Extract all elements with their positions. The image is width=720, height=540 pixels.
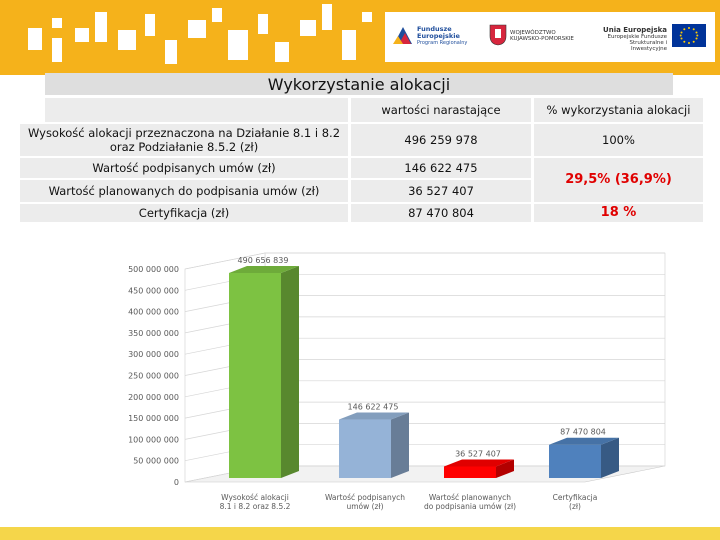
table-row-pct: 100%: [534, 124, 703, 156]
y-tick-label: 150 000 000: [128, 414, 179, 424]
y-tick-label: 350 000 000: [128, 328, 179, 338]
table-row-value: 496 259 978: [351, 124, 531, 156]
bar-side: [601, 438, 619, 478]
data-label: 490 656 839: [237, 255, 289, 265]
bar: [229, 273, 281, 478]
table-row-label: Wysokość alokacji przeznaczona na Działanie 8.1 i 8.2 oraz Podziałanie 8.5.2 (zł): [20, 124, 348, 156]
table-row-value: 87 470 804: [351, 204, 531, 222]
x-tick-label: Wartość podpisanych: [324, 493, 406, 502]
y-tick-label: 400 000 000: [128, 307, 179, 317]
bar-side: [391, 413, 409, 478]
data-label: 87 470 804: [560, 427, 606, 437]
y-tick-label: 50 000 000: [133, 456, 179, 466]
table-header-values: wartości narastające: [351, 98, 531, 122]
footer-band: [0, 527, 720, 540]
x-tick-label: 8.1 i 8.2 oraz 8.5.2: [219, 502, 291, 511]
x-tick-label: Certyfikacja: [552, 493, 598, 502]
x-tick-label: do podpisania umów (zł): [423, 502, 517, 511]
table-row-label: Certyfikacja (zł): [20, 204, 348, 222]
ue-logo-text: Unia Europejska Europejskie Fundusze Strukturalne i Inwestycyjne: [603, 26, 667, 52]
data-label: 146 622 475: [347, 402, 399, 412]
y-tick-label: 0: [173, 478, 179, 487]
bar: [444, 466, 496, 478]
y-tick-label: 200 000 000: [128, 392, 179, 402]
y-tick-label: 300 000 000: [128, 350, 179, 360]
bar-side: [281, 266, 299, 478]
bar: [549, 445, 601, 478]
table-row-label: Wartość podpisanych umów (zł): [20, 158, 348, 178]
page-title: Wykorzystanie alokacji: [267, 75, 451, 94]
x-tick-label: Wysokość alokacji: [221, 493, 289, 502]
y-tick-label: 500 000 000: [128, 265, 179, 274]
fundusze-logo-text: Fundusze Europejskie Program Regionalny: [417, 25, 468, 46]
wojewodztwo-logo-text: WOJEWÓDZTWO KUJAWSKO-POMORSKIE: [510, 30, 574, 42]
table-row-pct: 18 %: [534, 204, 703, 222]
table-row-value: 146 622 475: [351, 158, 531, 178]
y-tick-label: 450 000 000: [128, 286, 179, 296]
x-tick-label: Wartość planowanych: [428, 493, 512, 502]
data-label: 36 527 407: [455, 449, 501, 459]
table-header-pct: % wykorzystania alokacji: [534, 98, 703, 122]
table-row-value: 36 527 407: [351, 180, 531, 202]
merged-pct-value: 29,5% (36,9%): [534, 158, 703, 202]
x-tick-label: (zł): [569, 502, 581, 511]
table-row-label: Wartość planowanych do podpisania umów (zł): [20, 180, 348, 202]
y-tick-label: 250 000 000: [128, 371, 179, 381]
x-tick-label: umów (zł): [346, 502, 384, 511]
y-tick-label: 100 000 000: [128, 435, 179, 445]
bar: [339, 420, 391, 478]
